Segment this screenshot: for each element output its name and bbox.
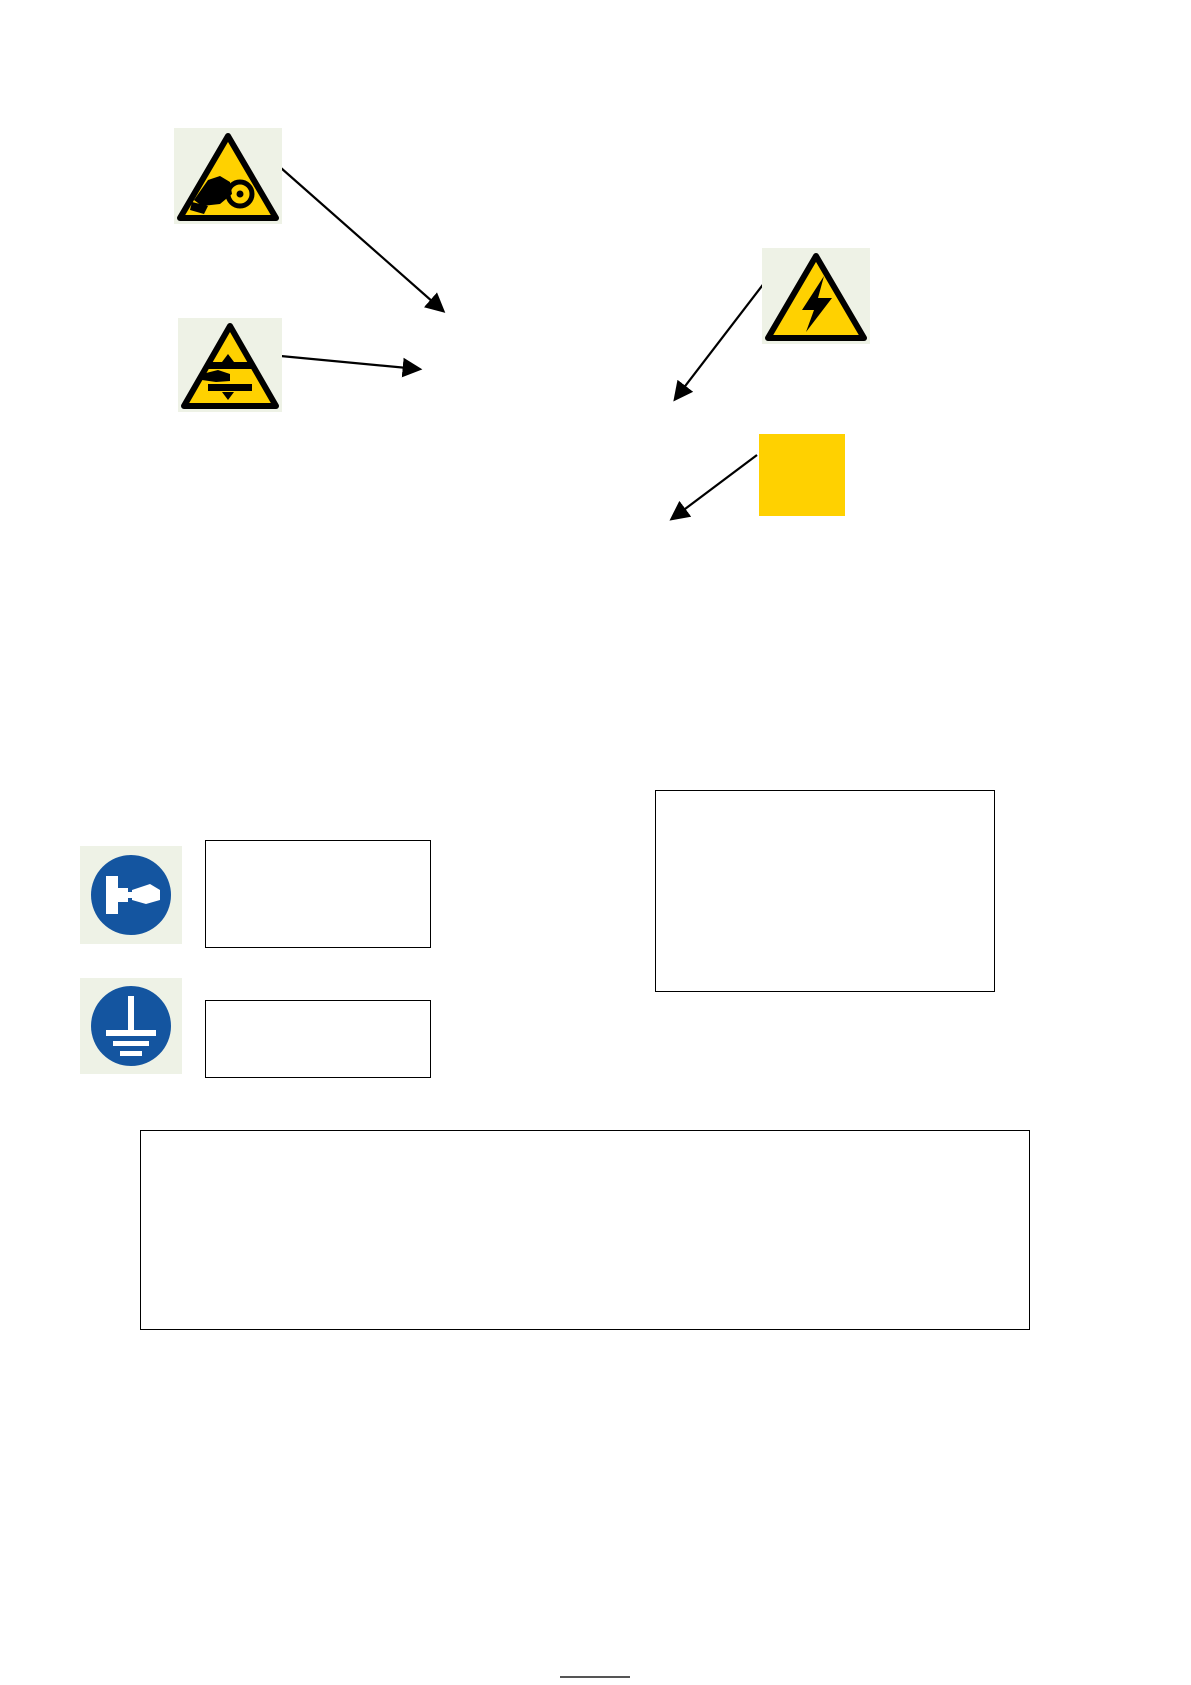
warning-triangle-hand-rollers-icon [174,128,282,224]
blank-yellow-label [759,434,845,516]
disconnect-power-mandatory-sign [80,846,182,944]
crushing-hands-hazard-sign [178,318,282,412]
callout-right [655,790,995,992]
blue-circle-disconnect-plug-icon [80,846,182,944]
note-box [140,1130,1030,1330]
electric-shock-hazard-sign [762,248,870,344]
warning-triangle-hand-crush-icon [178,318,282,412]
footer-rule [560,1676,630,1678]
earth-ground-mandatory-sign [80,978,182,1074]
entanglement-rollers-hazard-sign [174,128,282,224]
callout-left-bottom [205,1000,431,1078]
blue-circle-earth-ground-icon [80,978,182,1074]
warning-triangle-electric-shock-icon [762,248,870,344]
callout-left-top [205,840,431,948]
